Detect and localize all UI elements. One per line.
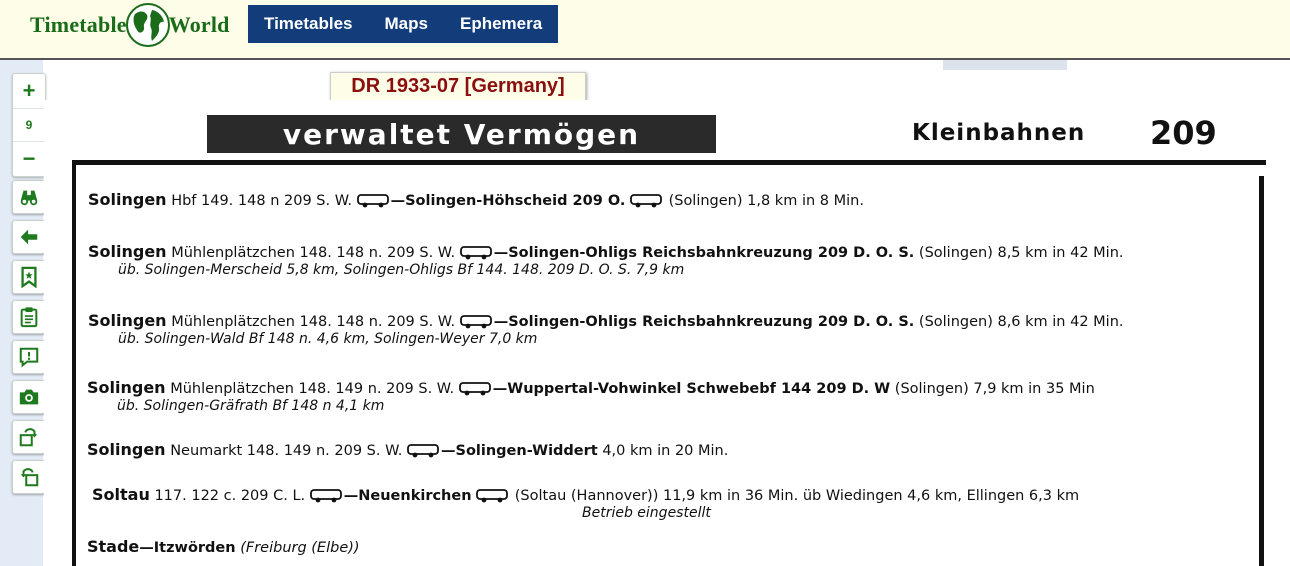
entry-route: —Neuenkirchen [343, 488, 472, 504]
nav-maps[interactable]: Maps [384, 14, 428, 33]
bookmark-button[interactable] [12, 260, 46, 294]
entry-place: Solingen [87, 378, 166, 397]
entry-sub: üb. Solingen-Gräfrath Bf 148 n 4,1 km [117, 398, 385, 414]
timetable-entry [88, 242, 1124, 278]
nav-timetables[interactable]: Timetables [264, 14, 353, 33]
scanned-page[interactable] [44, 100, 1290, 566]
bus-icon [460, 246, 494, 260]
clipboard-button[interactable] [12, 300, 46, 334]
entry-sub: üb. Solingen-Wald Bf 148 n. 4,6 km, Solingen-Weyer 7,0 km [118, 331, 538, 347]
comment-button[interactable] [12, 340, 46, 374]
bus-icon [310, 489, 344, 503]
timetable-entry [87, 378, 1095, 414]
entry-tail: (Solingen) 1,8 km in 8 Min. [668, 193, 864, 209]
bus-icon [460, 315, 494, 329]
entry-route: —Solingen-Höhscheid 209 O. [390, 193, 626, 209]
back-arrow-icon [18, 226, 40, 248]
site-header [0, 0, 1290, 60]
entry-tail: (Freiburg (Elbe)) [240, 540, 360, 556]
bookmark-icon [18, 266, 40, 288]
entry-tail: 4,0 km in 20 Min. [602, 443, 729, 459]
entry-route: —Solingen-Ohligs Reichsbahnkreuzung 209 D. O. S. [493, 245, 915, 261]
timetable-entry [87, 440, 728, 459]
right-rule [1259, 176, 1264, 566]
bus-icon [357, 194, 391, 208]
rotate-left-button[interactable] [12, 460, 46, 494]
page-banner [207, 115, 716, 153]
section-heading: Kleinbahnen [912, 120, 1086, 146]
rotate-left-icon [18, 466, 40, 488]
zoom-in-button[interactable]: + [22, 78, 36, 103]
rotate-right-icon [18, 426, 40, 448]
entry-sub: Betrieb eingestellt [582, 505, 711, 521]
zoom-level: 9 [13, 108, 45, 142]
entry-sub: üb. Solingen-Merscheid 5,8 km, Solingen-Ohligs Bf 144. 148. 209 D. O. S. 7,9 km [118, 262, 685, 278]
entry-place: Solingen [87, 440, 166, 459]
timetable-entry [88, 311, 1124, 347]
entry-route: —Solingen-Widdert [441, 443, 598, 459]
page-number: 209 [1150, 114, 1217, 152]
entry-place: Soltau [92, 485, 150, 504]
left-rule [72, 163, 76, 566]
main-nav [248, 5, 558, 43]
entry-place: Solingen [88, 242, 167, 261]
bus-icon [476, 489, 510, 503]
logo-text-right: World [168, 12, 230, 37]
entry-text: Mühlenplätzchen 148. 149 n. 209 S. W. [170, 381, 455, 397]
entry-tail: (Soltau (Hannover)) 11,9 km in 36 Min. üb Wiedingen 4,6 km, Ellingen 6,3 km [514, 488, 1080, 504]
timetable-entry [87, 537, 360, 556]
site-logo[interactable] [30, 2, 230, 48]
document-title: DR 1933-07 [Germany] [330, 72, 586, 101]
back-button[interactable] [12, 220, 46, 254]
camera-button[interactable] [12, 380, 46, 414]
camera-icon [18, 386, 40, 408]
banner-text: verwaltet Vermögen [282, 117, 641, 151]
zoom-control [12, 73, 46, 177]
globe-icon [125, 2, 171, 48]
clipboard-icon [18, 306, 40, 328]
entry-text: Hbf 149. 148 n 209 S. W. [171, 193, 352, 209]
zoom-out-button[interactable]: − [22, 146, 36, 171]
nav-ephemera[interactable]: Ephemera [459, 14, 543, 33]
entry-place: Solingen [88, 190, 167, 209]
entry-tail: (Solingen) 7,9 km in 35 Min [894, 381, 1095, 397]
entry-place: Solingen [88, 311, 167, 330]
timetable-entry [88, 190, 864, 209]
entry-tail: (Solingen) 8,6 km in 42 Min. [918, 314, 1124, 330]
bus-icon [630, 194, 664, 208]
bus-icon [459, 382, 493, 396]
binoculars-icon [18, 186, 40, 208]
entry-text: Neumarkt 148. 149 n. 209 S. W. [170, 443, 403, 459]
bus-icon [407, 444, 441, 458]
entry-place: Stade [87, 537, 140, 556]
entry-text: Mühlenplätzchen 148. 148 n. 209 S. W. [171, 314, 456, 330]
entry-route: —Itzwörden [139, 540, 236, 556]
comment-icon [18, 346, 40, 368]
entry-route: —Wuppertal-Vohwinkel Schwebebf 144 209 D. W [492, 381, 891, 397]
rotate-right-button[interactable] [12, 420, 46, 454]
top-rule [72, 160, 1266, 165]
entry-text: Mühlenplätzchen 148. 148 n. 209 S. W. [171, 245, 456, 261]
header-tab-strip [943, 60, 1067, 70]
entry-tail: (Solingen) 8,5 km in 42 Min. [918, 245, 1124, 261]
search-document-button[interactable] [12, 180, 46, 214]
entry-route: —Solingen-Ohligs Reichsbahnkreuzung 209 D. O. S. [493, 314, 915, 330]
entry-text: 117. 122 c. 209 C. L. [154, 488, 306, 504]
timetable-entry [92, 485, 1079, 521]
logo-text-left: Timetable [30, 12, 127, 37]
